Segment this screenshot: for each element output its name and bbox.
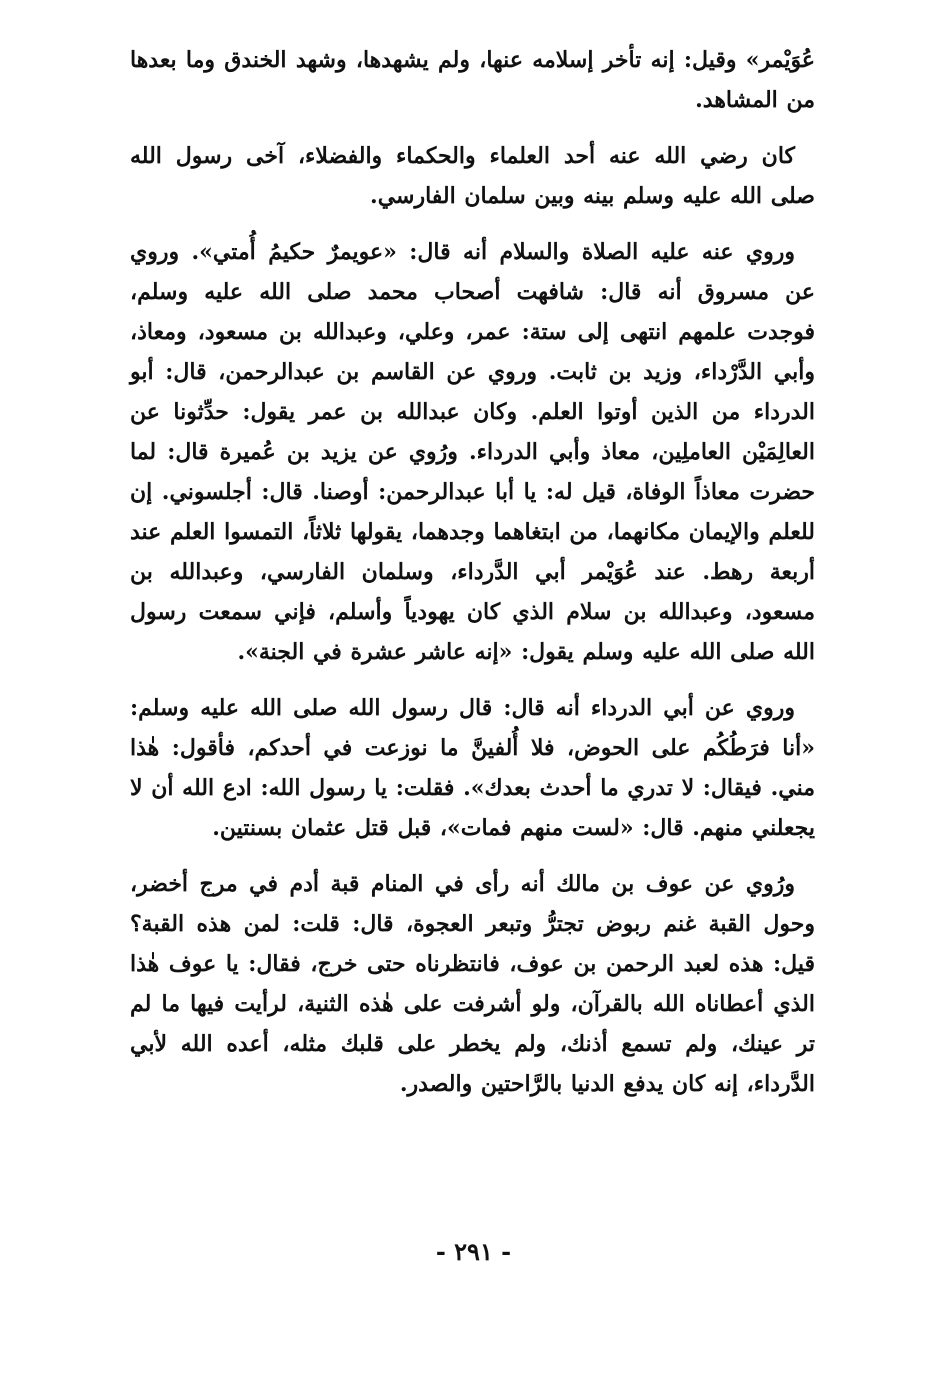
paragraph-2: كان رضي الله عنه أحد العلماء والحكماء والفضلاء، آخى رسول الله صلى الله عليه وسلم بينه وبين سلمان الفارسي. — [130, 143, 815, 209]
page-number: - ٢٩١ - — [435, 1237, 512, 1266]
paragraph-3: وروي عنه عليه الصلاة والسلام أنه قال: «عويمرٌ حكيمُ أُمتي». وروي عن مسروق أنه قال: شافهت أصحاب محمد صلى الله عليه وسلم، فوجدت علمهم انتهى إلى ستة: عمر، وعلي، وعبدالله بن مسعود، ومعاذ، وأبي الدَّرْداء، وزيد بن ثابت. وروي عن القاسم بن عبدالرحمن، قال: أبو الدرداء من الذين أوتوا العلم. وكان عبدالله بن عمر يقول: حدِّثونا عن العالِمَيْن العاملِين، معاذ وأبي الدرداء. ورُوي عن يزيد بن عُميرة قال: لما حضرت معاذاً الوفاة، قيل له: يا أبا عبدالرحمن: أوصنا. قال: أجلسوني. إن للعلم والإيمان مكانهما، من ابتغاهما وجدهما، يقولها ثلاثاً، التمسوا العلم عند أربعة رهط. عند عُوَيْمر أبي الدَّرداء، وسلمان الفارسي، وعبدالله بن مسعود، وعبدالله بن سلام الذي كان يهودياً وأسلم، فإني سمعت رسول الله صلى الله عليه وسلم يقول: «إنه عاشر عشرة في الجنة». — [130, 239, 815, 665]
page-body — [130, 40, 815, 1120]
paragraph-4: وروي عن أبي الدرداء أنه قال: قال رسول الله صلى الله عليه وسلم: «أنا فرَطُكُم على الحوض، فلا أُلفينَّ ما نوزعت في أحدكم، فأقول: هٰذا مني. فيقال: لا تدري ما أحدث بعدك». فقلت: يا رسول الله: ادع الله أن لا يجعلني منهم. قال: «لست منهم فمات»، قبل قتل عثمان بسنتين. — [130, 695, 815, 841]
paragraph-1: عُوَيْمر» وقيل: إنه تأخر إسلامه عنها، ولم يشهدها، وشهد الخندق وما بعدها من المشاهد. — [130, 47, 815, 113]
paragraph-5: ورُوي عن عوف بن مالك أنه رأى في المنام قبة أدم في مرج أخضر، وحول القبة غنم ربوض تجترُّ وتبعر العجوة، قال: قلت: لمن هذه القبة؟ قيل: هذه لعبد الرحمن بن عوف، فانتظرناه حتى خرج، فقال: يا عوف هٰذا الذي أعطاناه الله بالقرآن، ولو أشرفت على هٰذه الثنية، لرأيت فيها ما لم تر عينك، ولم تسمع أذنك، ولم يخطر على قلبك مثله، أعده الله لأبي الدَّرداء، إنه كان يدفع الدنيا بالرَّاحتين والصدر. — [130, 871, 815, 1097]
